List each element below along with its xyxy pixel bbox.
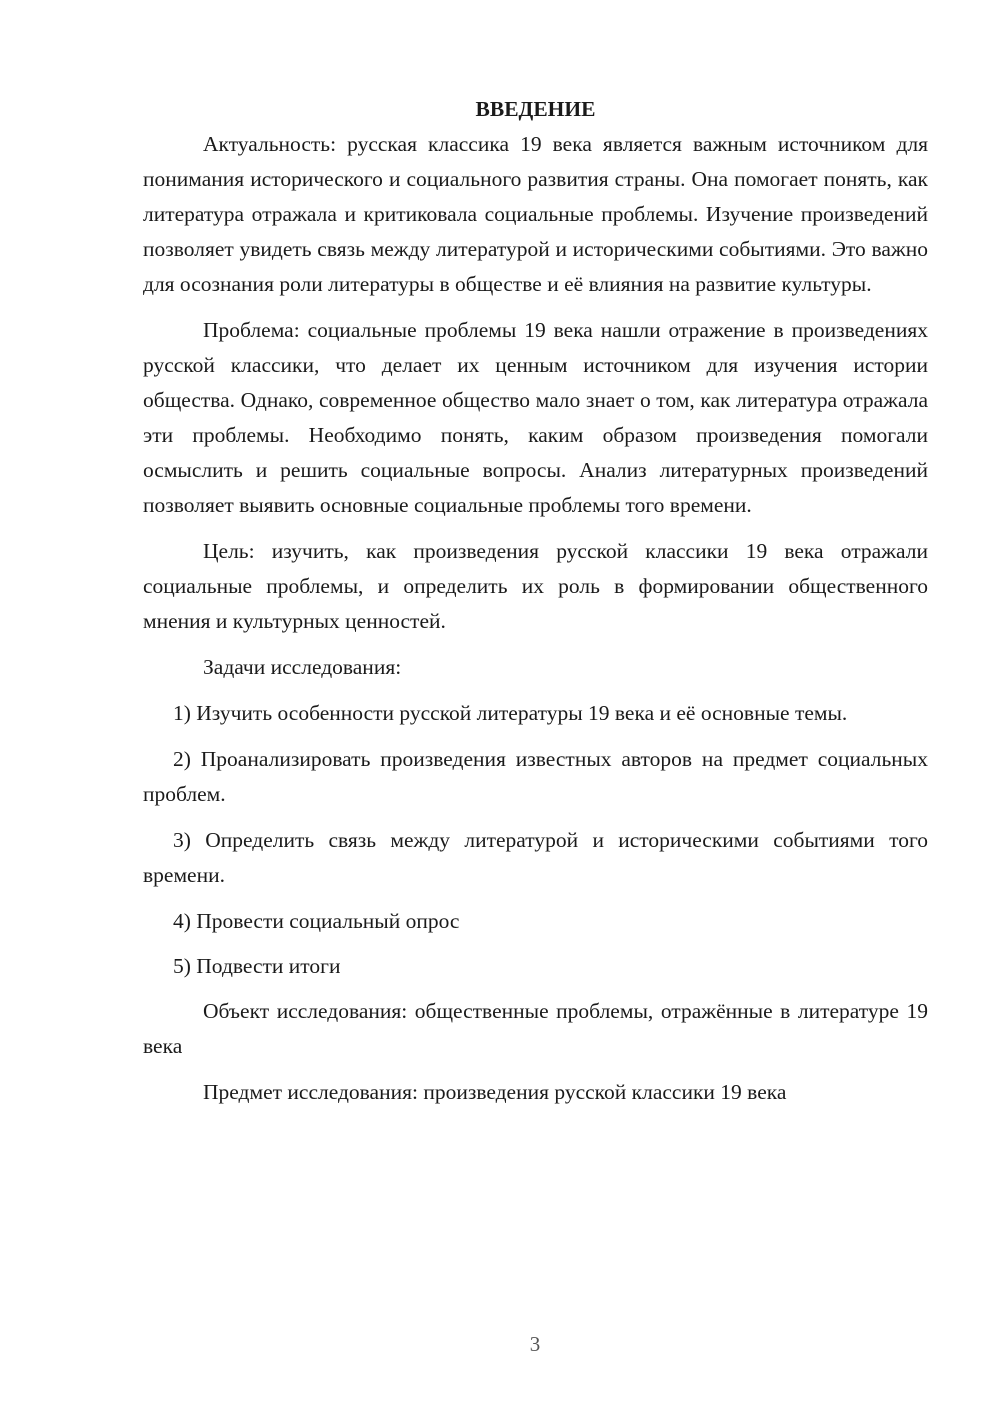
tasks-list bbox=[143, 696, 928, 984]
paragraph-goal: Цель: изучить, как произведения русской классики 19 века отражали социальные проблемы, и определить их роль в формировании общественного мнения и культурных ценностей. bbox=[143, 539, 928, 633]
list-item: 5) Подвести итоги bbox=[173, 954, 341, 978]
list-item: 4) Провести социальный опрос bbox=[173, 909, 460, 933]
document-page bbox=[143, 92, 928, 1110]
paragraph-subject: Предмет исследования: произведения русской классики 19 века bbox=[203, 1080, 787, 1104]
page-number: 3 bbox=[529, 1332, 541, 1356]
paragraph-object: Объект исследования: общественные проблемы, отражённые в литературе 19 века bbox=[143, 999, 928, 1058]
list-item: 1) Изучить особенности русской литературы 19 века и её основные темы. bbox=[173, 701, 848, 725]
list-item: 2) Проанализировать произведения известных авторов на предмет социальных проблем. bbox=[143, 747, 928, 806]
paragraph-problem: Проблема: социальные проблемы 19 века нашли отражение в произведениях русской классики, что делает их ценным источником для изучения истории общества. Однако, современное общество мало знает о том, как литература отражала эти проблемы. Необходимо понять, каким образом произведения помогали осмыслить и решить социальные вопросы. Анализ литературных произведений позволяет выявить основные социальные проблемы того времени. bbox=[143, 318, 928, 517]
tasks-title: Задачи исследования: bbox=[203, 655, 402, 679]
page-title: ВВЕДЕНИЕ bbox=[475, 97, 596, 121]
paragraph-relevance: Актуальность: русская классика 19 века является важным источником для понимания исторического и социального развития страны. Она помогает понять, как литература отражала и критиковала социальные проблемы. Изучение произведений позволяет увидеть связь между литературой и историческими событиями. Это важно для осознания роли литературы в обществе и её влияния на развитие культуры. bbox=[143, 132, 928, 296]
list-item: 3) Определить связь между литературой и историческими событиями того времени. bbox=[143, 828, 928, 887]
